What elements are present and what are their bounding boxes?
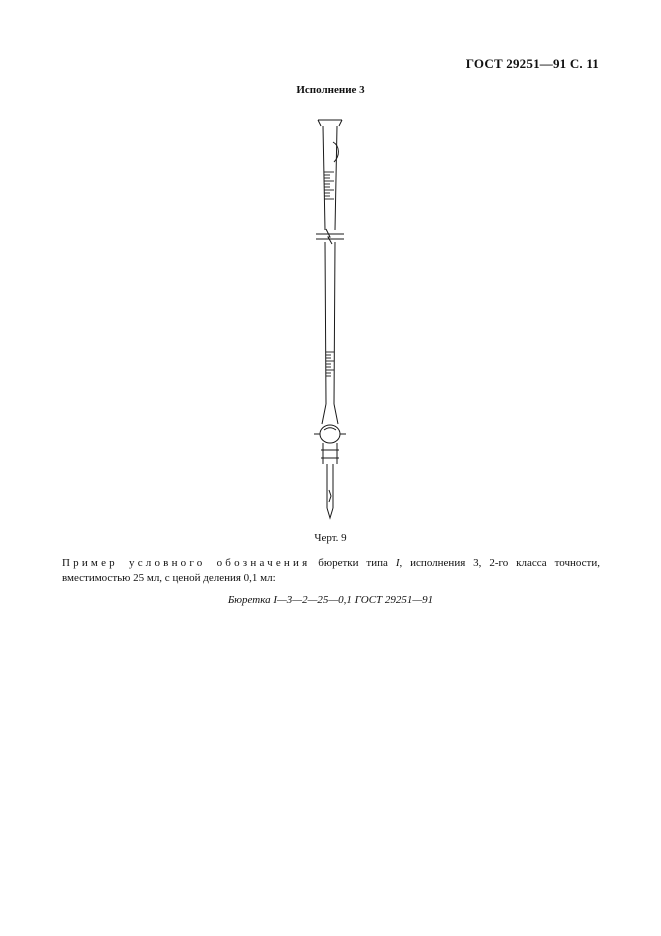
figure-caption: Черт. 9 xyxy=(314,532,347,544)
example-type-value: I xyxy=(395,557,400,569)
tip-detail xyxy=(329,490,331,502)
burette-lower-tube xyxy=(325,242,335,404)
example-lead: Пример условного обозначения xyxy=(62,557,311,569)
burette-tip-tube xyxy=(327,464,333,508)
burette-drawing xyxy=(300,112,360,524)
figure-title: Исполнение 3 xyxy=(296,84,365,96)
lower-graduations xyxy=(326,352,334,376)
stopcock-sleeve xyxy=(323,443,337,464)
example-text-after-type: , исполнения 3, 2-го класса точности, вместимостью 25 мл, с ценой деления 0,1 мл: xyxy=(62,557,600,584)
designation-example-paragraph xyxy=(62,556,600,586)
burette-marking-arc xyxy=(333,142,338,162)
burette-tip xyxy=(327,508,333,518)
burette-rim-flare xyxy=(318,120,342,126)
burette-taper xyxy=(322,404,338,424)
example-text-before-type: бюретки типа xyxy=(310,557,396,569)
burette-drawing-svg xyxy=(300,112,360,524)
upper-graduations xyxy=(324,172,334,199)
break-symbol xyxy=(316,229,344,244)
stopcock-clamp xyxy=(321,450,339,458)
stopcock-plug xyxy=(324,428,336,430)
page-header: ГОСТ 29251—91 С. 11 xyxy=(465,56,599,71)
designation-example: Бюретка I—3—2—25—0,1 ГОСТ 29251—91 xyxy=(227,594,434,606)
